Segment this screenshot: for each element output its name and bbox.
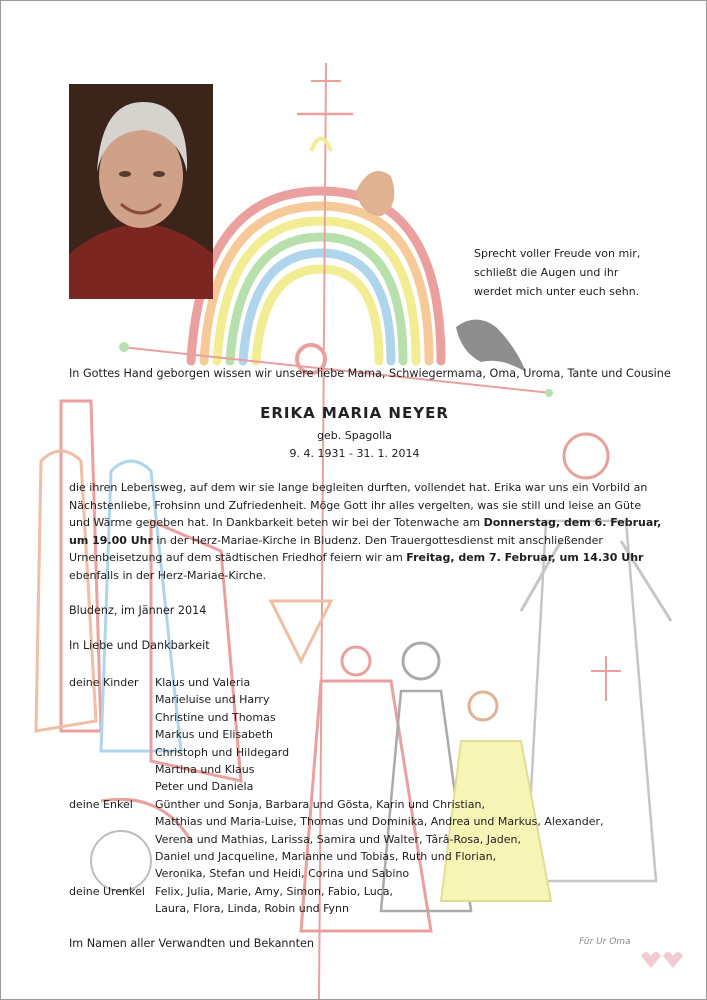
funeral-date-time: Freitag, dem 7. Februar, um 14.30 Uhr [406, 551, 644, 565]
family-entry: Günther und Sonja, Barbara und Gösta, Karin und Christian, [155, 797, 485, 811]
grandchildren-label: deine Enkel [69, 797, 133, 811]
family-entry: Laura, Flora, Linda, Robin und Fynn [155, 902, 349, 916]
intro-text: In Gottes Hand geborgen wissen wir unsere liebe Mama, Schwiegermama, Oma, Uroma, Tante und Cousine [69, 367, 671, 380]
family-entry: Peter und Daniela [155, 780, 254, 794]
family-entry: Verena und Mathias, Larissa, Samira und Walter, Târâ-Rosa, Jaden, [155, 832, 521, 846]
family-entry: Klaus und Valeria [155, 676, 251, 689]
family-entry: Christine und Thomas [155, 710, 276, 724]
children-group [69, 674, 604, 796]
family-entry: Markus und Elisabeth [155, 728, 273, 742]
deceased-name: ERIKA MARIA NEYER [260, 404, 449, 422]
portrait-photo [69, 84, 213, 299]
place-date: Bludenz, im Jänner 2014 [69, 604, 207, 617]
great-grandchildren-label: deine Urenkel [69, 884, 145, 898]
body-line: Nächstenliebe, Frohsinn und Zufriedenheit. Möge Gott ihr alles vergelten, was sie still und leise an Güte [69, 498, 642, 512]
family-entry: Felix, Julia, Marie, Amy, Simon, Fabio, Luca, [155, 884, 393, 898]
body-line: und Wärme gegeben hat. In Dankbarkeit beten wir bei der Totenwache am Donnerstag, dem 6. Februar, [69, 516, 662, 530]
family-entry: Veronika, Stefan und Heidi, Corina und Sabino [155, 867, 410, 881]
quote-line: werdet mich unter euch sehn. [474, 285, 640, 298]
grandchildren-group [69, 796, 604, 883]
family-entry: Marieluise und Harry [155, 693, 270, 707]
closing-line: Im Namen aller Verwandten und Bekannten [69, 937, 314, 950]
memorial-quote [474, 244, 674, 301]
family-entry: Matthias und Maria-Luise, Thomas und Dominika, Andrea und Markus, Alexander, [155, 815, 604, 829]
quote-line: Sprecht voller Freude von mir, [474, 247, 641, 260]
family-entry: Daniel und Jacqueline, Marianne und Tobias, Ruth und Florian, [155, 850, 497, 864]
body-line: die ihren Lebensweg, auf dem wir sie lange begleiten durften, vollendet hat. Erika war uns ein Vorbild an [69, 481, 648, 494]
body-line: um 19.00 Uhr in der Herz-Mariae-Kirche in Bludenz. Den Trauergottesdienst mit anschließender [69, 533, 603, 547]
obituary-body [69, 479, 662, 585]
wake-date: Donnerstag, dem 6. Februar, [483, 516, 662, 530]
body-line: Urnenbeisetzung auf dem städtischen Friedhof feiern wir am Freitag, dem 7. Februar, um 14.30 Uhr [69, 551, 644, 565]
family-entry: Martina und Klaus [155, 763, 255, 777]
maiden-name: geb. Spagolla [317, 429, 392, 442]
children-label: deine Kinder [69, 676, 139, 689]
great-grandchildren-group [69, 883, 604, 918]
quote-line: schließt die Augen und ihr [474, 266, 619, 279]
family-list [69, 674, 604, 918]
wake-time: um 19.00 Uhr [69, 533, 153, 547]
body-line: ebenfalls in der Herz-Mariae-Kirche. [69, 568, 267, 582]
life-dates: 9. 4. 1931 - 31. 1. 2014 [289, 447, 420, 460]
gratitude-line: In Liebe und Dankbarkeit [69, 639, 210, 652]
family-entry: Christoph und Hildegard [155, 745, 290, 759]
drawing-signature: Für Ur Oma [579, 937, 631, 947]
